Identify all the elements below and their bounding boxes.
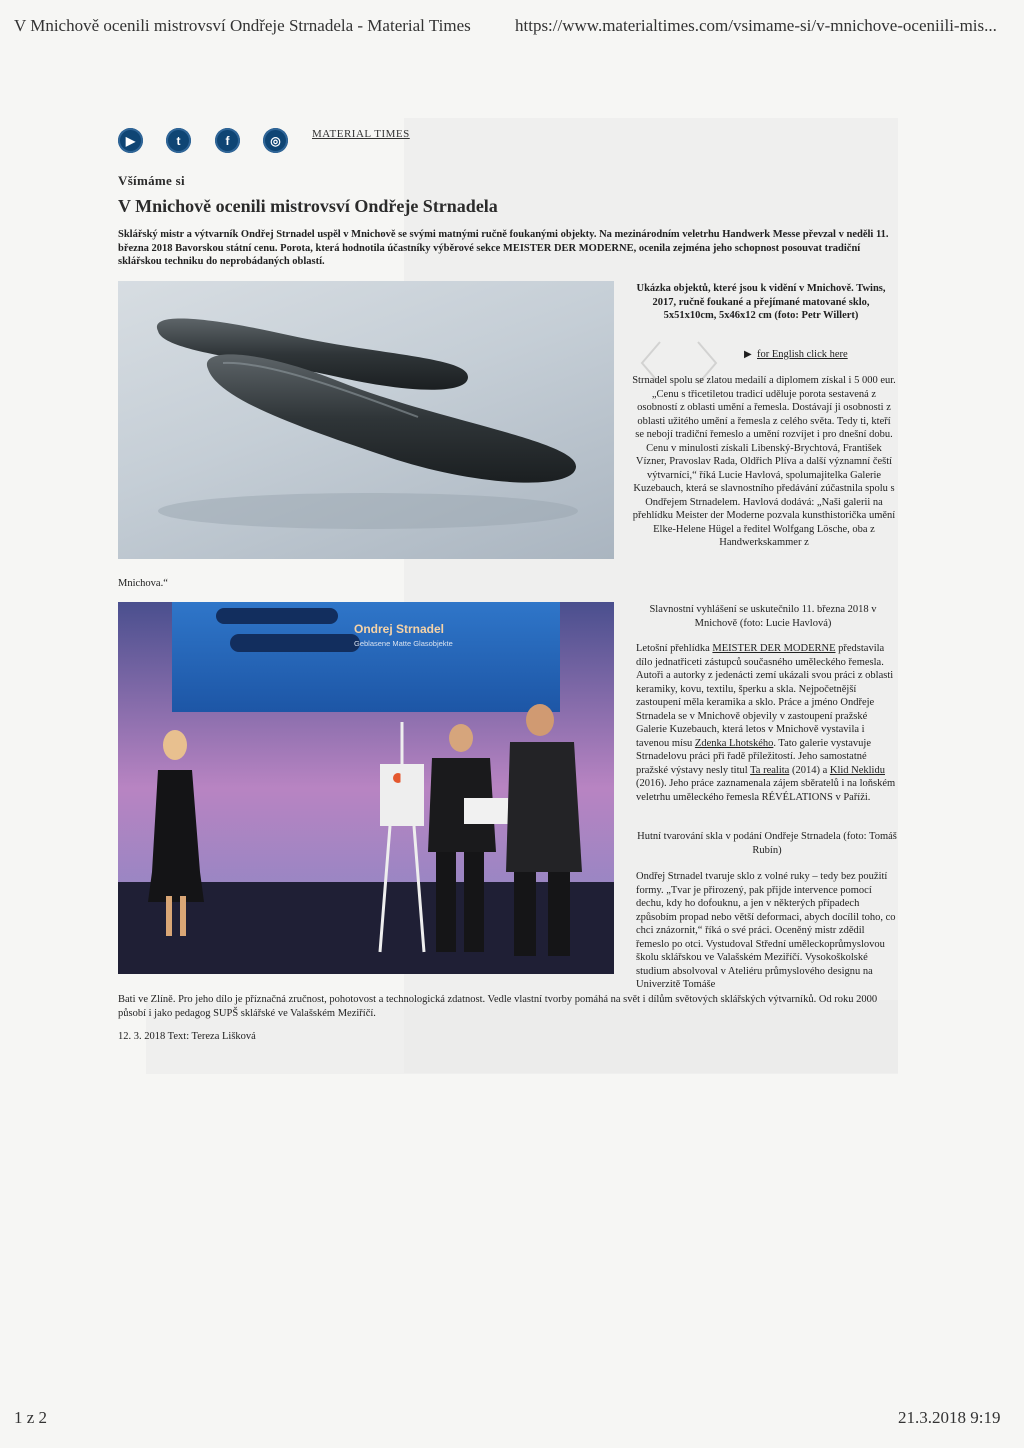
- zdenka-lhotskeho-link[interactable]: Zdenka Lhotského: [694, 737, 774, 749]
- print-header-title: V Mnichově ocenili mistrovsví Ondřeje Strnadela - Material Times: [14, 16, 471, 35]
- twitter-icon[interactable]: t: [166, 128, 191, 153]
- print-header-url: https://www.materialtimes.com/vsimame-si/v-mnichove-oceniili-mis...: [515, 16, 997, 35]
- youtube-icon[interactable]: ▶: [118, 128, 143, 153]
- facebook-icon[interactable]: f: [215, 128, 240, 153]
- klid-neklidu-link[interactable]: Klid Neklidu: [829, 764, 885, 776]
- screen-subtitle-text: Geblasene Matte Glasobjekte: [354, 639, 453, 648]
- screen-name-text: Ondrej Strnadel: [354, 622, 445, 636]
- article-paragraph-3-end: Bati ve Zlíně. Pro jeho dílo je příznačná zručnost, pohotovost a technologická zdatnost. Vedle vlastní tvorby pomáhá na svět i dílům světových sklářských výtvarníků. Od roku 2000 působí i jako pedagog SUPŠ sklářské ve Valašském Meziříčí.: [118, 994, 878, 1019]
- section-label: Všímáme si: [118, 173, 185, 188]
- english-link[interactable]: for English click here: [757, 349, 848, 360]
- photo-caption-2: Slavnostní vyhlášení se uskutečnilo 11. března 2018 v Mnichově (foto: Lucie Havlová): [649, 604, 877, 629]
- award-ceremony-photo: [118, 602, 614, 974]
- article-byline: 12. 3. 2018 Text: Tereza Lišková: [118, 1031, 256, 1042]
- page-number: 1 z 2: [14, 1408, 48, 1427]
- article-paragraph-1: Strnadel spolu se zlatou medailí a diplomem získal i 5 000 eur. „Cenu s třicetiletou tradicí uděluje porota sestavená z osobností z oblasti umění a řemesla. Dostávají ji osobnosti z oblasti užitého umění a řemesla z celého světa. Tedy ti, kteří se nebojí tradiční řemeslo a umění rozvíjet i pro dnešní dobu. Cenu v minulosti získali Libenský-Brychtová, František Vízner, Pravoslav Rada, Oldřich Plíva a další významní čeští výtvarníci,“ říká Lucie Havlová, spolumajitelka Galerie Kuzebauch, která se slavnostního předávání zúčastnila spolu s Ondřejem Strnadelem. Havlová dodává: „Naši galerii na přehlídku Meister der Moderne pozvala kunsthistorička umění Elke-Helene Hügel a ředitel Wolfgang Lösche, oba z Handwerkskammer z: [632, 375, 896, 548]
- article-paragraph-3: Ondřej Strnadel tvaruje sklo z volné ruky – tedy bez použití formy. „Tvar je přirozený, pak přijde intervence pomocí dechu, kdy ho dofouknu, a jen v některých případech způsobím propad nebo větší deformaci, abych docílil toho, co chci znázornit,“ říká o své práci. Oceněný mistr zdědil řemeslo po otci. Vystudoval Střední uměleckoprůmyslovou školu sklářskou ve Valašském Meziříčí. Vysokoškolské studium absolvoval v Ateliéru průmyslového designu na Univerzitě Tomáše: [636, 871, 896, 990]
- instagram-icon[interactable]: ◎: [263, 128, 288, 153]
- article-headline: V Mnichově ocenili mistrovsví Ondřeje Strnadela: [118, 196, 498, 216]
- glass-objects-photo: [118, 281, 614, 559]
- print-date: 21.3.2018 9:19: [898, 1408, 1001, 1427]
- glass-objects-illustration: [118, 281, 614, 559]
- photo-caption-1: Ukázka objektů, které jsou k vidění v Mnichově. Twins, 2017, ručně foukané a přejímané matované sklo, 5x51x10cm, 5x46x12 cm (foto: Petr Willert): [636, 283, 886, 321]
- article-lead: Sklářský mistr a výtvarník Ondřej Strnadel uspěl v Mnichově se svými matnými ručně foukanými objekty. Na mezinárodním veletrhu Handwerk Messe převzal v neděli 11. března 2018 Bavorskou státní cenu. Porota, která hodnotila účastníky výběrové sekce MEISTER DER MODERNE, ocenila zejména jeho schopnost posouvat tradiční sklářskou techniku do neprobádaných oblastí.: [118, 229, 889, 267]
- ta-realita-link[interactable]: Ta realita: [750, 764, 790, 776]
- play-arrow-icon: ▶: [744, 349, 752, 360]
- photo-caption-3: Hutní tvarování skla v podání Ondřeje Strnadela (foto: Tomáš Rubín): [637, 831, 897, 856]
- article-paragraph-1-end: Mnichova.“: [118, 578, 168, 589]
- article-paragraph-2: Letošní přehlídka MEISTER DER MODERNE představila dílo jednatřiceti zástupců současného uměleckého řemesla. Autoři a autorky z jedenácti zemí ukázali svou práci z oblasti keramiky, kovu, textilu, šperku a skla. Nejpočetnější zastoupení měla keramika a sklo. Práce a jméno Ondřeje Strnadela se v Mnichově objevily v zastoupení pražské Galerie Kuzebauch, která letos v Mnichově vystavila i tavenou mísu Zdenka Lhotského. Tato galerie vystavuje Strnadelovu práci při řadě příležitostí. Jeho samostatné pražské výstavy nesly titul Ta realita (2014) a Klid Neklidu (2016). Jeho práce zaznamenala zájem sběratelů i na loňském veletrhu uměleckého řemesla RÉVÉLATIONS v Paříži.: [636, 643, 896, 803]
- meister-der-moderne-link[interactable]: MEISTER DER MODERNE: [712, 643, 836, 654]
- award-ceremony-illustration: [118, 602, 614, 974]
- site-link[interactable]: MATERIAL TIMES: [312, 128, 410, 140]
